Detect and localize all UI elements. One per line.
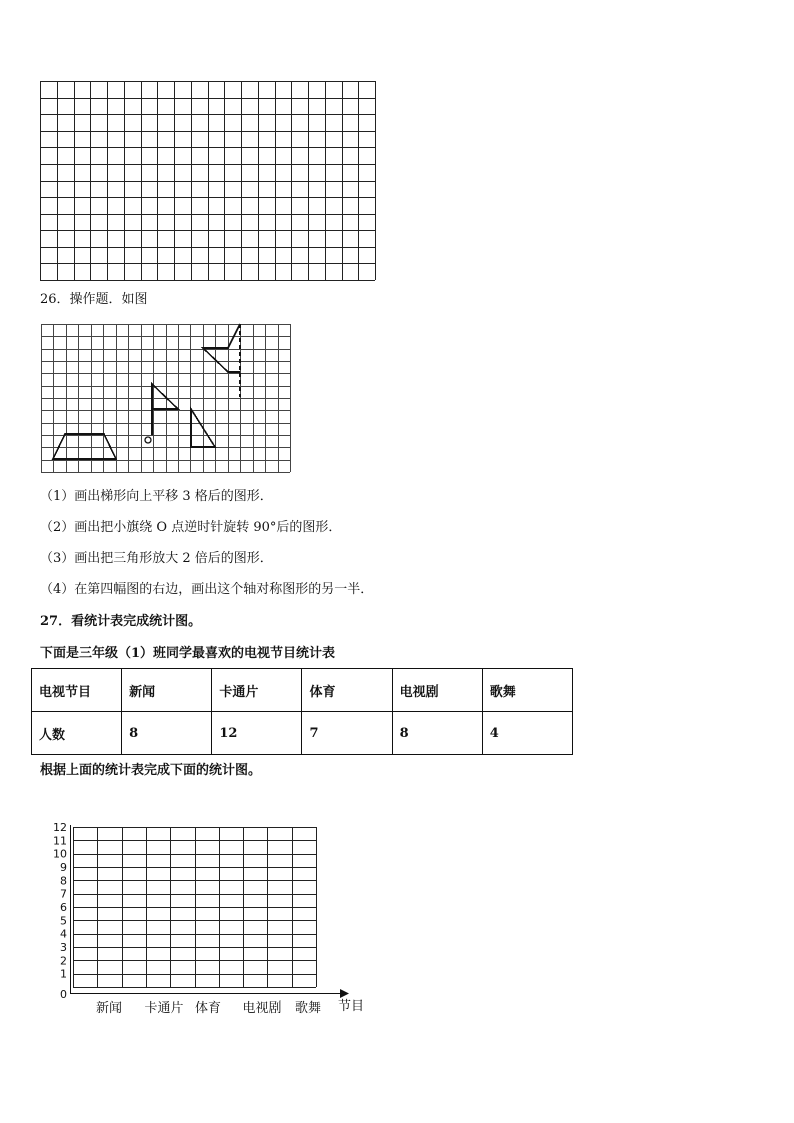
point-o-marker: [145, 437, 151, 443]
table-cell: 人数: [32, 712, 122, 755]
table-cell: 电视节目: [32, 669, 122, 712]
y-tick-label: 8: [60, 874, 67, 888]
question-26-item-4: （4）在第四幅图的右边，画出这个轴对称图形的另一半．: [40, 582, 374, 597]
table-cell: 新闻: [122, 669, 212, 712]
table-cell: 12: [212, 712, 302, 755]
x-axis-title: 节目: [337, 999, 365, 1014]
blank-grid-top: [0, 0, 794, 300]
triangle-shape: [191, 409, 215, 447]
x-category-label: 歌舞: [294, 1001, 322, 1016]
x-axis-arrow: [340, 989, 349, 998]
question-26-figure: [0, 300, 794, 480]
table-row: [32, 712, 573, 755]
table-cell: 电视剧: [392, 669, 482, 712]
table-cell: 8: [392, 712, 482, 755]
question-26-item-1: （1）画出梯形向上平移 3 格后的图形．: [40, 489, 273, 504]
y-tick-label: 1: [60, 967, 67, 981]
statistics-table: [31, 668, 573, 755]
chart-instruction: 根据上面的统计表完成下面的统计图。: [40, 763, 262, 778]
statistics-chart: [0, 780, 794, 1030]
y-tick-label: 6: [60, 901, 67, 914]
y-tick-label: 9: [60, 861, 67, 874]
y-tick-label: 5: [60, 914, 67, 928]
y-tick-label: 12: [53, 821, 67, 834]
table-cell: 歌舞: [482, 669, 572, 712]
question-26-item-3: （3）画出把三角形放大 2 倍后的图形．: [40, 551, 273, 566]
table-caption: 下面是三年级（1）班同学最喜欢的电视节目统计表: [40, 646, 336, 661]
x-category-label: 卡通片: [144, 1001, 184, 1016]
table-cell: 7: [302, 712, 392, 755]
question-27-title: 27．看统计表完成统计图。: [40, 614, 202, 629]
y-tick-label: 3: [60, 941, 67, 954]
flag-shape: [152, 384, 178, 409]
y-tick-label: 0: [60, 988, 67, 1001]
question-26-title: 26．操作题．如图: [40, 292, 148, 307]
table-cell: 卡通片: [212, 669, 302, 712]
y-tick-label: 10: [53, 847, 67, 861]
trapezoid-shape: [53, 434, 116, 459]
y-tick-label: 2: [60, 954, 67, 968]
symmetric-figure-half: [203, 324, 240, 372]
y-tick-label: 7: [60, 887, 67, 901]
table-cell: 4: [482, 712, 572, 755]
question-26-item-2: （2）画出把小旗绕 O 点逆时针旋转 90°后的图形．: [40, 520, 342, 535]
x-category-label: 体育: [194, 1001, 222, 1016]
x-category-label: 新闻: [95, 1001, 123, 1016]
y-tick-label: 11: [53, 834, 67, 848]
x-category-label: 电视剧: [242, 1001, 282, 1016]
y-tick-label: 4: [60, 927, 67, 941]
table-cell: 体育: [302, 669, 392, 712]
table-header-row: [32, 669, 573, 712]
table-cell: 8: [122, 712, 212, 755]
